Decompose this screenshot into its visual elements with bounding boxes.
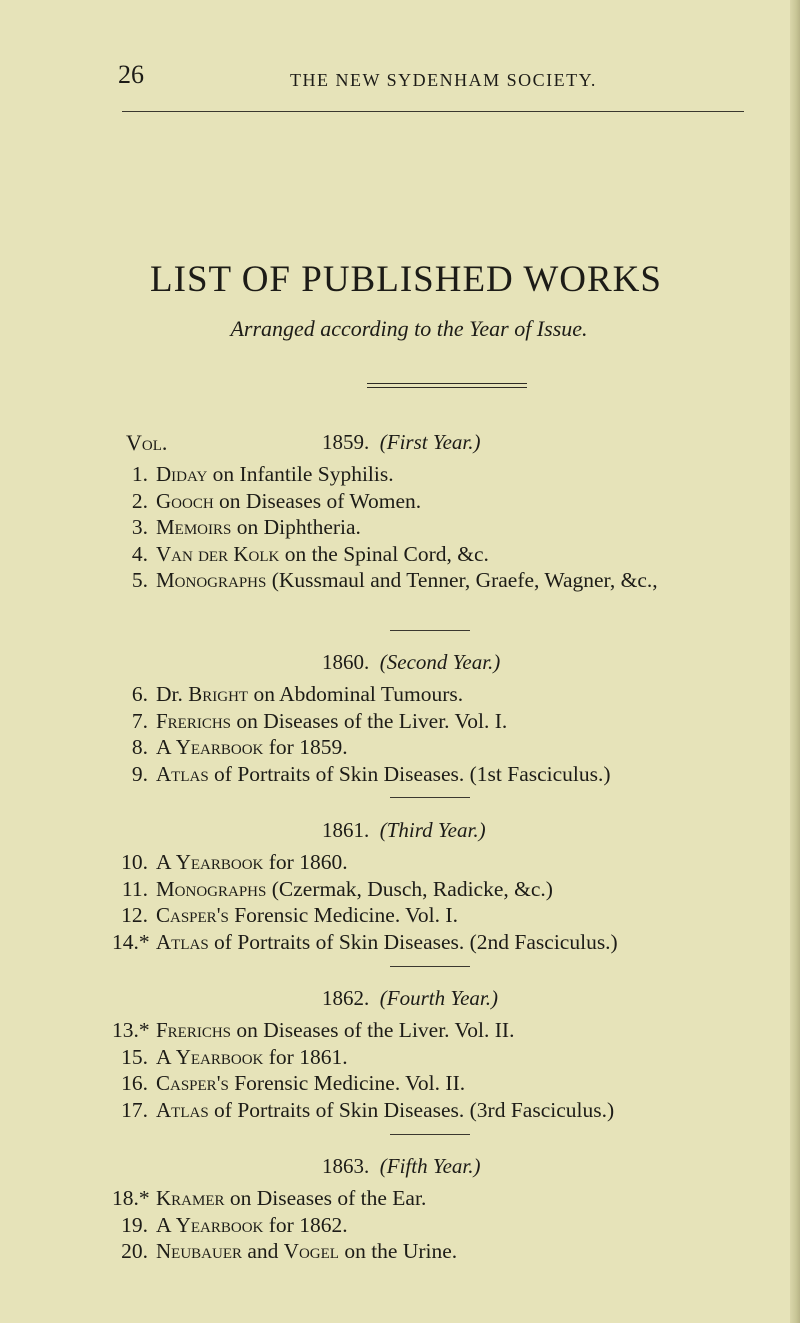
entry-text: A bbox=[156, 735, 176, 759]
entry-number: 2. bbox=[131, 488, 148, 513]
year-label: (First Year.) bbox=[379, 430, 481, 454]
entry-text: of Portraits of Skin Diseases. (2nd Fasciculus.) bbox=[208, 929, 618, 954]
entry-text: on Diseases of the Liver. Vol. II. bbox=[231, 1018, 515, 1042]
year-label: (Third Year.) bbox=[379, 818, 486, 842]
entry-number: 16. bbox=[121, 1071, 148, 1095]
list-item bbox=[112, 568, 658, 593]
entry-author: Atlas bbox=[156, 929, 209, 954]
entry-number: 18.* bbox=[112, 1186, 150, 1210]
list-item bbox=[112, 515, 361, 540]
entry-author: Gooch bbox=[156, 488, 214, 513]
entry-text: on Diseases of the Liver. Vol. I. bbox=[231, 708, 508, 733]
entry-number: 11. bbox=[121, 876, 148, 901]
entry-number: 6. bbox=[131, 682, 148, 706]
entry-number: 5. bbox=[131, 568, 148, 592]
section-divider bbox=[390, 1134, 470, 1135]
entry-author: Kramer bbox=[156, 1186, 225, 1210]
entry-number: 13.* bbox=[112, 1018, 150, 1042]
year: 1859. bbox=[322, 430, 370, 454]
list-item bbox=[112, 1045, 348, 1070]
page-number: 26 bbox=[118, 60, 144, 89]
list-item bbox=[112, 1186, 426, 1211]
entry-author: Frerichs bbox=[156, 1018, 232, 1042]
list-item bbox=[112, 462, 394, 487]
year-label: (Second Year.) bbox=[379, 650, 501, 674]
entry-number: 8. bbox=[131, 735, 148, 759]
entry-number: 15. bbox=[121, 1044, 148, 1069]
entry-text: (Czermak, Dusch, Radicke, &c.) bbox=[266, 876, 553, 901]
vol-label: Vol. bbox=[126, 430, 168, 455]
entry-text: of Portraits of Skin Diseases. (3rd Fasciculus.) bbox=[208, 1097, 615, 1122]
entry-author: Yearbook bbox=[175, 1212, 264, 1237]
entry-author: Casper's bbox=[156, 1071, 229, 1095]
entry-text: on Diseases of the Ear. bbox=[224, 1186, 427, 1210]
entry-number: 17. bbox=[121, 1097, 148, 1122]
section-divider bbox=[390, 797, 470, 798]
list-item bbox=[112, 877, 553, 902]
entry-text: on Diseases of Women. bbox=[213, 488, 422, 513]
page-edge bbox=[790, 0, 800, 1323]
page-title: LIST OF PUBLISHED WORKS bbox=[150, 259, 662, 300]
entry-text: A bbox=[156, 1212, 176, 1237]
list-item bbox=[112, 1071, 465, 1096]
entry-text: on the Urine. bbox=[338, 1239, 458, 1263]
year-heading bbox=[322, 986, 498, 1011]
year-heading bbox=[322, 650, 500, 675]
entry-number: 7. bbox=[131, 708, 148, 733]
entry-author: Monographs bbox=[156, 876, 267, 901]
entry-text: for 1859. bbox=[263, 735, 348, 759]
entry-number: 12. bbox=[121, 903, 148, 927]
list-item bbox=[112, 1098, 614, 1123]
running-title: THE NEW SYDENHAM SOCIETY. bbox=[290, 70, 597, 90]
entry-number: 3. bbox=[131, 515, 148, 539]
entry-number: 14.* bbox=[112, 929, 150, 954]
entry-author: Neubauer bbox=[156, 1239, 242, 1263]
list-item bbox=[112, 903, 458, 928]
list-item bbox=[112, 735, 348, 760]
entry-number: 10. bbox=[121, 850, 148, 874]
entry-text: on Diphtheria. bbox=[231, 515, 361, 539]
entry-author: Monographs bbox=[156, 568, 267, 592]
list-item bbox=[112, 709, 507, 734]
list-item bbox=[112, 930, 618, 955]
year-label: (Fifth Year.) bbox=[379, 1154, 481, 1178]
entry-text: for 1862. bbox=[263, 1212, 348, 1237]
section-divider bbox=[390, 630, 470, 631]
list-item bbox=[112, 1239, 457, 1264]
list-item bbox=[112, 762, 611, 787]
entry-text: of Portraits of Skin Diseases. (1st Fasciculus.) bbox=[208, 761, 611, 786]
entry-author: Yearbook bbox=[175, 735, 264, 759]
list-item bbox=[112, 1213, 348, 1238]
entry-number: 1. bbox=[131, 462, 148, 486]
list-item bbox=[112, 850, 348, 875]
entry-text: on the Spinal Cord, &c. bbox=[279, 541, 489, 566]
year-label: (Fourth Year.) bbox=[379, 986, 498, 1010]
entry-author: Casper's bbox=[156, 903, 229, 927]
entry-author: Atlas bbox=[156, 761, 209, 786]
entry-text: (Kussmaul and Tenner, Graefe, Wagner, &c., bbox=[266, 568, 658, 592]
entry-author: Memoirs bbox=[156, 515, 232, 539]
entry-text: Forensic Medicine. Vol. II. bbox=[228, 1071, 466, 1095]
year-heading bbox=[322, 1154, 480, 1179]
entry-author: Diday bbox=[156, 462, 208, 486]
list-item bbox=[112, 682, 463, 707]
entry-author: Atlas bbox=[156, 1097, 209, 1122]
entry-text: Forensic Medicine. Vol. I. bbox=[228, 903, 458, 927]
list-item bbox=[112, 542, 489, 567]
list-item bbox=[112, 489, 421, 514]
entry-author: Vogel bbox=[283, 1239, 339, 1263]
entry-number: 9. bbox=[131, 761, 148, 786]
year: 1863. bbox=[322, 1154, 370, 1178]
page-subtitle: Arranged according to the Year of Issue. bbox=[230, 316, 588, 341]
entry-text: A bbox=[156, 1044, 176, 1069]
year: 1861. bbox=[322, 818, 370, 842]
entry-text: on Abdominal Tumours. bbox=[248, 682, 464, 706]
header-rule bbox=[122, 111, 744, 112]
entry-text: for 1861. bbox=[263, 1044, 348, 1069]
entry-author: Van der Kolk bbox=[156, 541, 280, 566]
double-rule-divider bbox=[367, 383, 527, 388]
entry-number: 4. bbox=[131, 541, 148, 566]
year-heading bbox=[322, 818, 486, 843]
entry-number: 19. bbox=[121, 1212, 148, 1237]
entry-number: 20. bbox=[121, 1239, 148, 1263]
year: 1860. bbox=[322, 650, 370, 674]
year-heading bbox=[322, 430, 481, 455]
entry-text: Dr. bbox=[156, 682, 189, 706]
entry-text: on Infantile Syphilis. bbox=[207, 462, 394, 486]
entry-author: Bright bbox=[188, 682, 249, 706]
entry-author: Yearbook bbox=[175, 1044, 264, 1069]
section-divider bbox=[390, 966, 470, 967]
entry-author: Frerichs bbox=[156, 708, 232, 733]
year: 1862. bbox=[322, 986, 370, 1010]
entry-text: and bbox=[242, 1239, 284, 1263]
list-item bbox=[112, 1018, 514, 1043]
entry-text: A bbox=[156, 850, 176, 874]
entry-author: Yearbook bbox=[175, 850, 264, 874]
entry-text: for 1860. bbox=[263, 850, 348, 874]
